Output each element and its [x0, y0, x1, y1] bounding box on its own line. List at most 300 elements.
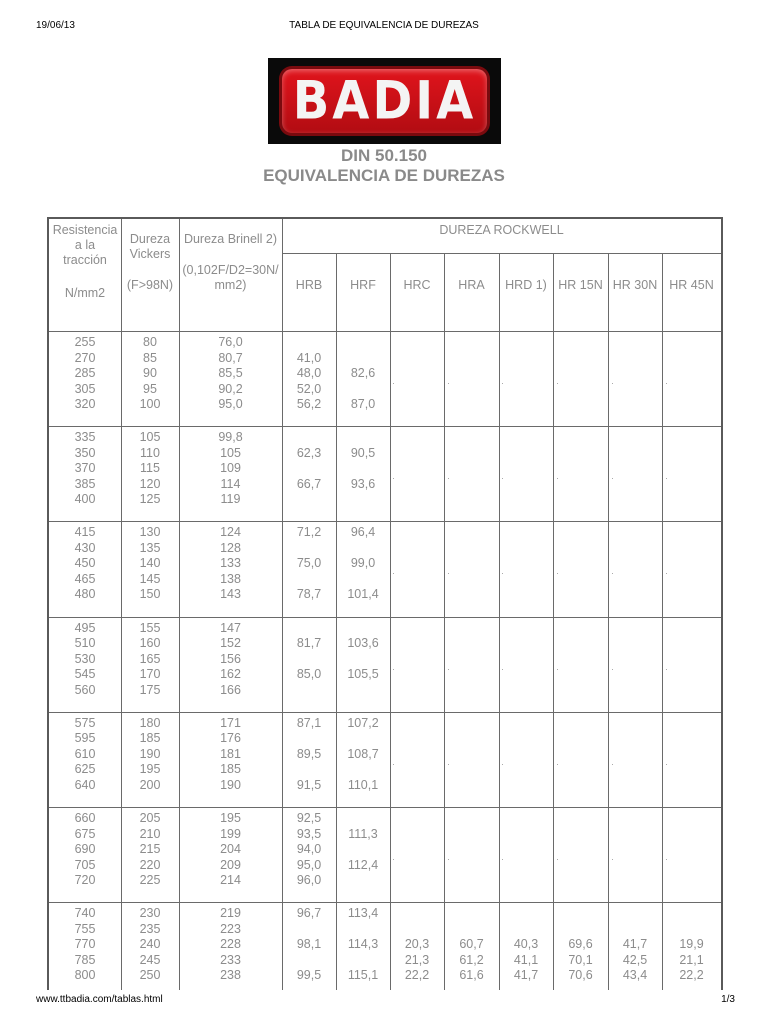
table-cell	[499, 556, 553, 572]
table-cell: 92,5	[296, 811, 322, 825]
table-cell	[499, 906, 553, 922]
table-cell	[282, 572, 336, 588]
table-cell	[608, 461, 662, 477]
table-cell	[444, 492, 499, 508]
table-cell: 41,1	[513, 952, 539, 967]
table-cell	[553, 430, 608, 446]
table-cell	[444, 811, 499, 827]
table-cell	[499, 335, 553, 351]
table-cell: 610	[74, 746, 96, 761]
col-brinell	[179, 525, 282, 603]
table-cell	[336, 762, 390, 778]
col-brinell	[179, 621, 282, 699]
col-hrc	[390, 525, 444, 603]
col-hr45n	[662, 525, 721, 603]
table-cell: 70,1	[568, 952, 593, 967]
table-cell	[608, 827, 662, 843]
table-cell	[444, 572, 499, 588]
table-cell	[499, 477, 553, 493]
table-cell	[444, 587, 499, 603]
col-resistencia	[49, 811, 121, 889]
table-cell	[336, 873, 390, 889]
table-cell	[662, 683, 721, 699]
table-cell: 770	[74, 937, 96, 952]
table-cell	[499, 762, 553, 778]
table-cell	[336, 842, 390, 858]
col-hrb	[282, 621, 336, 699]
col-hra	[444, 525, 499, 603]
table-cell	[608, 922, 662, 938]
table-cell: 115	[140, 461, 160, 476]
table-cell	[553, 762, 608, 778]
col-hrf	[336, 525, 390, 603]
table-cell	[608, 747, 662, 763]
table-cell: 19,9	[679, 937, 704, 952]
table-cell: 450	[74, 556, 96, 571]
table-cell: 545	[74, 667, 96, 682]
table-cell: 640	[74, 777, 96, 792]
table-cell	[390, 747, 444, 763]
table-cell	[390, 541, 444, 557]
table-cell	[662, 906, 721, 922]
table-cell	[444, 525, 499, 541]
col-hr45n	[662, 430, 721, 508]
table-cell	[282, 762, 336, 778]
col-hr15n	[553, 335, 608, 413]
table-cell	[390, 477, 444, 493]
table-cell: 210	[139, 826, 161, 841]
header-rockwell: DUREZA ROCKWELL	[439, 223, 564, 237]
table-cell	[553, 731, 608, 747]
table-cell	[662, 842, 721, 858]
table-cell	[662, 541, 721, 557]
table-cell	[608, 762, 662, 778]
source-url: www.ttbadia.com/tablas.html	[36, 994, 163, 1005]
table-cell: 430	[74, 540, 96, 555]
table-cell: 219	[220, 906, 241, 921]
table-cell	[444, 731, 499, 747]
table-cell	[662, 556, 721, 572]
table-cell	[390, 731, 444, 747]
table-cell	[662, 525, 721, 541]
table-cell: 240	[139, 937, 161, 952]
table-cell: 80,7	[218, 350, 243, 365]
table-cell: 270	[74, 350, 96, 365]
table-cell: 85	[143, 350, 157, 365]
header-hrf: HRF	[350, 278, 376, 292]
table-cell: 91,5	[296, 777, 322, 792]
table-cell	[390, 762, 444, 778]
col-hra	[444, 906, 499, 984]
table-cell: 125	[139, 492, 161, 507]
table-cell: 250	[139, 968, 161, 983]
table-cell: 245	[139, 952, 161, 967]
table-cell	[444, 366, 499, 382]
table-cell	[662, 652, 721, 668]
table-cell: 100	[139, 397, 161, 411]
table-cell: 40,3	[513, 937, 539, 952]
table-cell: 220	[139, 857, 161, 872]
document-title-norm: DIN 50.150	[341, 146, 427, 165]
table-cell	[608, 446, 662, 462]
table-cell	[390, 636, 444, 652]
table-cell: 62,3	[296, 445, 322, 460]
table-cell: 335	[74, 430, 96, 445]
table-cell	[499, 461, 553, 477]
col-hr45n	[662, 811, 721, 889]
table-cell: 185	[139, 731, 161, 746]
table-cell: 52,0	[296, 381, 322, 396]
col-hrc	[390, 335, 444, 413]
table-cell	[553, 366, 608, 382]
col-resistencia	[49, 430, 121, 508]
table-cell	[499, 716, 553, 732]
table-cell	[553, 667, 608, 683]
table-cell: 155	[139, 620, 161, 635]
header-hrb: HRB	[295, 278, 323, 292]
table-cell	[608, 430, 662, 446]
table-cell: 22,2	[404, 968, 430, 983]
table-cell: 190	[139, 746, 161, 761]
col-hrc	[390, 906, 444, 984]
table-cell	[662, 446, 721, 462]
table-cell	[553, 492, 608, 508]
col-hrd	[499, 906, 553, 984]
table-cell: 130	[139, 525, 161, 540]
table-cell: 415	[74, 525, 96, 540]
table-cell	[444, 477, 499, 493]
table-cell: 305	[74, 381, 96, 396]
header-hr30n: HR 30N	[612, 278, 658, 292]
table-cell: 176	[220, 731, 241, 746]
table-cell: 48,0	[296, 366, 322, 380]
table-cell	[608, 397, 662, 413]
table-cell: 20,3	[404, 937, 430, 952]
table-cell: 204	[220, 842, 241, 856]
table-cell: 111,3	[348, 826, 378, 841]
table-cell: 595	[74, 731, 96, 746]
table-cell	[553, 382, 608, 398]
table-cell	[553, 572, 608, 588]
table-cell	[553, 636, 608, 652]
table-cell	[662, 397, 721, 413]
header-resistencia: Resistencia a la tracción	[52, 223, 118, 267]
table-cell	[444, 541, 499, 557]
table-cell	[390, 430, 444, 446]
col-vickers	[121, 716, 179, 794]
col-brinell	[179, 430, 282, 508]
col-hrb	[282, 430, 336, 508]
table-cell	[553, 556, 608, 572]
header-hr15n: HR 15N	[558, 278, 603, 292]
table-cell: 105	[220, 445, 241, 460]
table-cell: 61,2	[459, 952, 484, 967]
table-cell: 105	[139, 430, 161, 445]
table-cell: 95,0	[296, 857, 322, 872]
table-cell	[444, 762, 499, 778]
table-cell	[553, 351, 608, 367]
col-hr15n	[553, 621, 608, 699]
logo-text: BADIA	[292, 70, 477, 132]
table-cell	[662, 922, 721, 938]
header-brinell-note: (0,102F/D2=30N/ mm2)	[182, 263, 279, 292]
table-cell: 205	[139, 811, 161, 825]
table-cell: 400	[74, 492, 96, 507]
table-cell: 85,0	[296, 667, 322, 682]
table-cell: 41,7	[513, 968, 539, 983]
table-cell: 93,5	[296, 826, 322, 841]
table-cell	[390, 858, 444, 874]
table-cell	[390, 525, 444, 541]
table-cell: 140	[139, 556, 161, 571]
table-cell	[444, 842, 499, 858]
table-cell: 214	[220, 873, 241, 887]
table-cell	[662, 366, 721, 382]
table-cell	[553, 778, 608, 794]
table-cell	[553, 827, 608, 843]
col-hr45n	[662, 621, 721, 699]
col-vickers	[121, 621, 179, 699]
table-cell: 110,1	[347, 777, 379, 792]
table-cell: 99,8	[218, 430, 243, 445]
table-cell	[499, 621, 553, 637]
table-cell: 166	[220, 682, 241, 697]
table-cell	[499, 382, 553, 398]
table-cell: 21,1	[679, 952, 704, 967]
col-brinell	[179, 335, 282, 413]
table-cell	[553, 811, 608, 827]
table-cell	[662, 492, 721, 508]
table-cell: 43,4	[622, 968, 648, 983]
table-cell	[662, 667, 721, 683]
table-cell	[444, 747, 499, 763]
table-cell	[390, 842, 444, 858]
table-cell	[390, 716, 444, 732]
header-resistencia-unit: N/mm2	[64, 286, 106, 300]
table-cell: 94,0	[296, 842, 322, 856]
table-cell: 350	[74, 445, 96, 460]
table-cell	[282, 541, 336, 557]
table-cell	[608, 716, 662, 732]
table-cell	[336, 731, 390, 747]
table-cell	[444, 351, 499, 367]
table-cell: 41,0	[296, 350, 322, 365]
table-cell	[499, 525, 553, 541]
table-cell	[662, 731, 721, 747]
badia-logo	[268, 58, 501, 144]
col-hra	[444, 811, 499, 889]
col-hrf	[336, 716, 390, 794]
table-cell	[390, 382, 444, 398]
table-cell	[444, 827, 499, 843]
table-cell	[336, 953, 390, 969]
table-cell	[390, 827, 444, 843]
table-cell	[282, 922, 336, 938]
table-cell: 152	[220, 636, 241, 651]
table-cell	[390, 572, 444, 588]
table-cell	[608, 873, 662, 889]
table-cell	[662, 461, 721, 477]
table-cell: 800	[74, 968, 96, 983]
table-cell	[444, 397, 499, 413]
col-vickers	[121, 335, 179, 413]
table-cell	[553, 873, 608, 889]
table-cell: 660	[74, 811, 96, 825]
table-cell: 87,0	[350, 397, 376, 411]
table-cell	[282, 621, 336, 637]
table-cell	[608, 572, 662, 588]
table-cell	[608, 652, 662, 668]
table-cell: 78,7	[296, 587, 322, 602]
table-cell	[336, 811, 390, 827]
table-cell: 181	[220, 746, 241, 761]
header-vickers: Dureza Vickers	[129, 232, 171, 261]
table-cell: 95	[143, 381, 157, 396]
table-cell: 233	[220, 952, 241, 967]
table-cell: 200	[139, 777, 161, 792]
table-cell: 96,4	[350, 525, 376, 540]
table-cell: 785	[74, 952, 96, 967]
table-cell: 76,0	[218, 335, 243, 349]
table-cell	[499, 397, 553, 413]
col-hrb	[282, 335, 336, 413]
table-cell: 190	[220, 777, 241, 792]
table-cell: 465	[74, 571, 96, 586]
header-hrd: HRD 1)	[505, 278, 547, 292]
table-cell	[444, 556, 499, 572]
table-cell: 510	[74, 636, 96, 651]
table-cell: 690	[74, 842, 96, 856]
table-cell: 150	[139, 587, 161, 602]
col-hrf	[336, 621, 390, 699]
table-cell	[662, 382, 721, 398]
col-hrd	[499, 716, 553, 794]
col-vickers	[121, 525, 179, 603]
table-cell	[444, 778, 499, 794]
table-cell	[390, 335, 444, 351]
table-cell	[608, 366, 662, 382]
table-cell: 228	[220, 937, 241, 952]
table-cell	[553, 922, 608, 938]
table-cell: 147	[220, 620, 241, 635]
table-cell: 70,6	[568, 968, 593, 983]
table-cell: 156	[220, 651, 241, 666]
col-hrb	[282, 525, 336, 603]
table-cell	[390, 906, 444, 922]
table-cell	[553, 335, 608, 351]
col-vickers	[121, 906, 179, 984]
table-cell	[390, 446, 444, 462]
table-cell: 90,5	[350, 445, 376, 460]
col-hra	[444, 621, 499, 699]
col-hr45n	[662, 906, 721, 984]
table-cell	[608, 667, 662, 683]
table-cell	[553, 621, 608, 637]
table-cell: 238	[220, 968, 241, 983]
table-cell	[662, 572, 721, 588]
table-cell	[553, 683, 608, 699]
table-cell	[608, 906, 662, 922]
table-cell	[336, 461, 390, 477]
header-brinell: Dureza Brinell 2)	[183, 232, 278, 246]
col-hr30n	[608, 430, 662, 508]
table-cell	[336, 335, 390, 351]
table-cell: 90,2	[218, 381, 243, 396]
table-cell	[662, 430, 721, 446]
table-cell: 175	[139, 682, 161, 697]
table-cell	[499, 747, 553, 763]
table-cell	[282, 461, 336, 477]
document-title: EQUIVALENCIA DE DUREZAS	[263, 166, 505, 185]
table-cell	[444, 430, 499, 446]
col-hr15n	[553, 906, 608, 984]
table-cell	[662, 762, 721, 778]
col-hrc	[390, 716, 444, 794]
table-cell	[499, 667, 553, 683]
table-cell: 235	[139, 921, 161, 936]
table-cell	[662, 873, 721, 889]
header-hr45n: HR 45N	[669, 278, 714, 292]
table-cell: 143	[220, 587, 241, 602]
table-cell: 145	[139, 571, 161, 586]
table-cell: 85,5	[218, 366, 243, 380]
table-cell: 480	[74, 587, 96, 602]
table-cell: 185	[220, 762, 241, 777]
table-cell	[444, 636, 499, 652]
table-cell	[444, 683, 499, 699]
col-hr15n	[553, 811, 608, 889]
table-cell	[336, 572, 390, 588]
table-cell: 98,1	[296, 937, 322, 952]
table-cell	[499, 731, 553, 747]
table-cell: 120	[139, 476, 161, 491]
table-cell	[390, 351, 444, 367]
col-hra	[444, 430, 499, 508]
table-cell	[444, 446, 499, 462]
table-cell	[662, 858, 721, 874]
table-cell: 530	[74, 651, 96, 666]
table-cell: 230	[139, 906, 161, 921]
col-vickers	[121, 430, 179, 508]
col-hr15n	[553, 525, 608, 603]
table-cell: 21,3	[404, 952, 430, 967]
table-cell	[499, 587, 553, 603]
table-cell	[390, 922, 444, 938]
hardness-equivalence-table	[47, 217, 723, 990]
logo-plate	[282, 69, 487, 133]
col-hr30n	[608, 335, 662, 413]
table-cell: 115,1	[347, 968, 379, 983]
table-cell	[282, 335, 336, 351]
table-cell: 71,2	[296, 525, 322, 540]
table-cell: 113,4	[347, 906, 379, 921]
table-cell	[662, 716, 721, 732]
table-cell	[608, 477, 662, 493]
col-hrf	[336, 430, 390, 508]
col-hr45n	[662, 716, 721, 794]
table-cell: 171	[220, 715, 241, 730]
table-cell	[390, 366, 444, 382]
table-cell	[608, 778, 662, 794]
table-cell	[390, 621, 444, 637]
table-cell	[499, 873, 553, 889]
table-cell: 255	[74, 335, 96, 349]
table-cell: 370	[74, 461, 96, 476]
table-cell	[499, 842, 553, 858]
table-cell: 128	[220, 540, 241, 555]
table-cell	[336, 922, 390, 938]
table-cell: 107,2	[347, 715, 379, 730]
